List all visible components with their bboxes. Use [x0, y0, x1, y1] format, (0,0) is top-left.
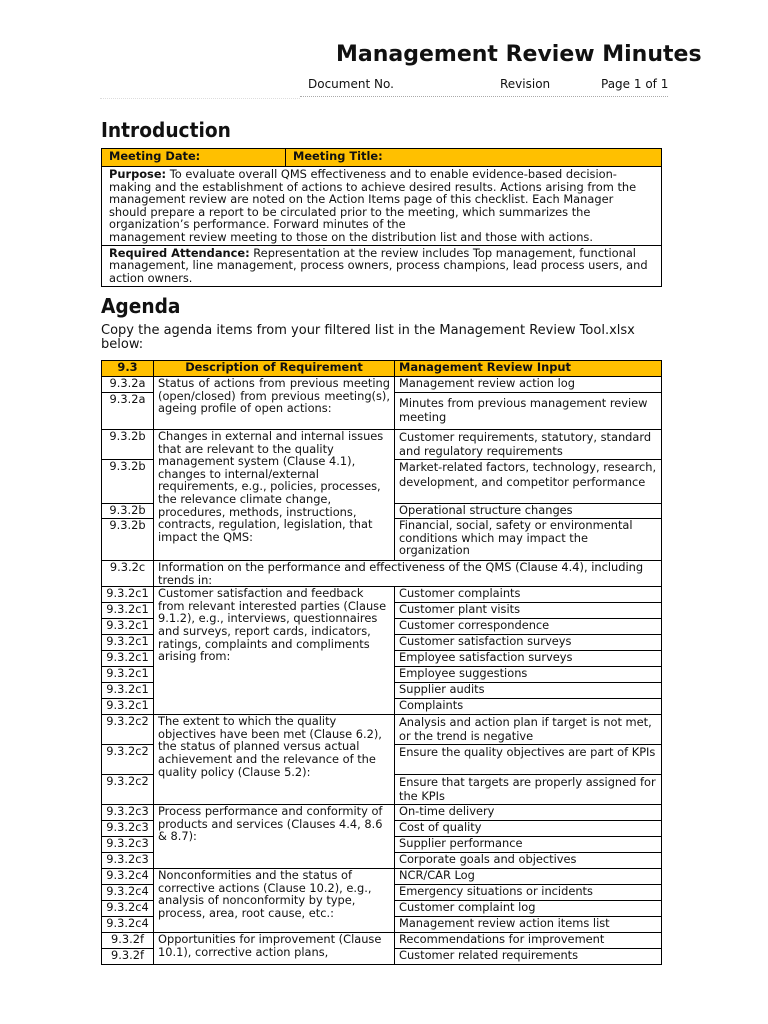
description-column-header: Description of Requirement [154, 361, 395, 377]
purpose-text-continued: management review meeting to those on the distribution list and those with actions. [109, 229, 593, 244]
clause-cell: 9.3.2c4 [102, 885, 154, 901]
agenda-heading: Agenda [101, 294, 181, 318]
input-cell: Customer related requirements [395, 949, 662, 965]
description-cell: Information on the performance and effectiveness of the QMS (Clause 4.4), including trends in: [154, 561, 662, 587]
input-cell: Financial, social, safety or environmental conditions which may impact the organization [395, 519, 662, 561]
clause-cell: 9.3.2a [102, 377, 154, 393]
description-cell: Opportunities for improvement (Clause 10.1), corrective action plans, [154, 933, 395, 965]
clause-cell: 9.3.2c2 [102, 745, 154, 775]
input-column-header: Management Review Input [395, 361, 662, 377]
description-cell: Process performance and conformity of products and services (Clauses 4.4, 8.6 & 8.7): [154, 805, 395, 869]
clause-cell: 9.3.2c4 [102, 869, 154, 885]
input-cell: Customer satisfaction surveys [395, 635, 662, 651]
clause-cell: 9.3.2c3 [102, 837, 154, 853]
meeting-info-table [101, 148, 662, 287]
clause-cell: 9.3.2c1 [102, 587, 154, 603]
input-cell: Analysis and action plan if target is not met, or the trend is negative [395, 715, 662, 745]
clause-cell: 9.3.2c2 [102, 775, 154, 805]
document-number-label: Document No. [308, 77, 394, 91]
clause-cell: 9.3.2c1 [102, 683, 154, 699]
clause-cell: 9.3.2c4 [102, 917, 154, 933]
input-cell: Employee suggestions [395, 667, 662, 683]
input-cell: On-time delivery [395, 805, 662, 821]
clause-cell: 9.3.2c1 [102, 699, 154, 715]
clause-cell: 9.3.2c1 [102, 651, 154, 667]
document-title: Management Review Minutes [336, 42, 702, 67]
header-divider-left [100, 98, 300, 99]
clause-cell: 9.3.2b [102, 519, 154, 561]
clause-cell: 9.3.2c3 [102, 853, 154, 869]
input-cell: Supplier performance [395, 837, 662, 853]
input-cell: Ensure that targets are properly assigned for the KPIs [395, 775, 662, 805]
description-cell: Changes in external and internal issues that are relevant to the quality management system (Clause 4.1), changes to internal/external requirements, e.g., policies, processes, the relevance climate change, procedures, methods, instructions, contracts, regulation, legislation, that impact the QMS: [154, 430, 395, 561]
input-cell: Minutes from previous management review meeting [395, 393, 662, 430]
clause-cell: 9.3.2c1 [102, 603, 154, 619]
input-cell: Supplier audits [395, 683, 662, 699]
input-cell: Customer complaint log [395, 901, 662, 917]
introduction-heading: Introduction [101, 118, 231, 142]
description-cell: Status of actions from previous meeting (open/closed) from previous meeting(s), ageing profile of open actions: [154, 377, 395, 430]
clause-cell: 9.3.2c3 [102, 805, 154, 821]
clause-cell: 9.3.2f [102, 933, 154, 949]
input-cell: Market-related factors, technology, research, development, and competitor performance [395, 460, 662, 504]
clause-cell: 9.3.2a [102, 393, 154, 430]
input-cell: Emergency situations or incidents [395, 885, 662, 901]
clause-cell: 9.3.2c1 [102, 667, 154, 683]
description-cell: Nonconformities and the status of corrective actions (Clause 10.2), e.g., analysis of nonconformity by type, process, area, root cause, etc.: [154, 869, 395, 933]
input-cell: Complaints [395, 699, 662, 715]
attendance-text: Representation at the review includes Top management, functional management, line management, process owners, process champions, lead process users, and action owners. [109, 245, 648, 285]
meeting-title-label: Meeting Title: [286, 149, 662, 167]
purpose-label: Purpose: [109, 167, 167, 181]
input-cell: Cost of quality [395, 821, 662, 837]
input-cell: Employee satisfaction surveys [395, 651, 662, 667]
input-cell: Recommendations for improvement [395, 933, 662, 949]
clause-cell: 9.3.2c1 [102, 635, 154, 651]
input-cell: Customer plant visits [395, 603, 662, 619]
input-cell: Customer correspondence [395, 619, 662, 635]
revision-label: Revision [500, 77, 551, 91]
purpose-cell [102, 167, 662, 246]
clause-cell: 9.3.2b [102, 460, 154, 504]
input-cell: Management review action log [395, 377, 662, 393]
header-divider [300, 96, 668, 97]
input-cell: Ensure the quality objectives are part of KPIs [395, 745, 662, 775]
clause-cell: 9.3.2b [102, 504, 154, 519]
input-cell: Customer complaints [395, 587, 662, 603]
clause-cell: 9.3.2c [102, 561, 154, 587]
purpose-text: To evaluate overall QMS effectiveness and to enable evidence-based decision-making and the establishment of actions to achieve desired results. Actions arising from the management review are noted on the Action Items page of this checklist. Each Manager should prepare a report to be circulated prior to the meeting, which summarizes the organization’s performance. Forward minutes of the [109, 167, 637, 232]
input-cell: Management review action items list [395, 917, 662, 933]
clause-column-header: 9.3 [102, 361, 154, 377]
input-cell: NCR/CAR Log [395, 869, 662, 885]
attendance-label: Required Attendance: [109, 245, 250, 260]
meeting-date-label: Meeting Date: [102, 149, 286, 167]
input-cell: Corporate goals and objectives [395, 853, 662, 869]
description-cell: The extent to which the quality objectives have been met (Clause 6.2), the status of planned versus actual achievement and the relevance of the quality policy (Clause 5.2): [154, 715, 395, 805]
clause-cell: 9.3.2c4 [102, 901, 154, 917]
input-cell: Operational structure changes [395, 504, 662, 519]
clause-cell: 9.3.2c2 [102, 715, 154, 745]
clause-cell: 9.3.2f [102, 949, 154, 965]
description-cell: Customer satisfaction and feedback from relevant interested parties (Clause 9.1.2), e.g., interviews, questionnaires and surveys, report cards, indicators, ratings, complaints and compliments arising from: [154, 587, 395, 715]
clause-cell: 9.3.2c1 [102, 619, 154, 635]
input-cell: Customer requirements, statutory, standard and regulatory requirements [395, 430, 662, 460]
clause-cell: 9.3.2c3 [102, 821, 154, 837]
clause-cell: 9.3.2b [102, 430, 154, 460]
agenda-table [101, 360, 662, 965]
page-number-label: Page 1 of 1 [601, 77, 669, 91]
attendance-cell [102, 245, 662, 286]
agenda-instructions: Copy the agenda items from your filtered list in the Management Review Tool.xlsx below: [101, 323, 635, 352]
